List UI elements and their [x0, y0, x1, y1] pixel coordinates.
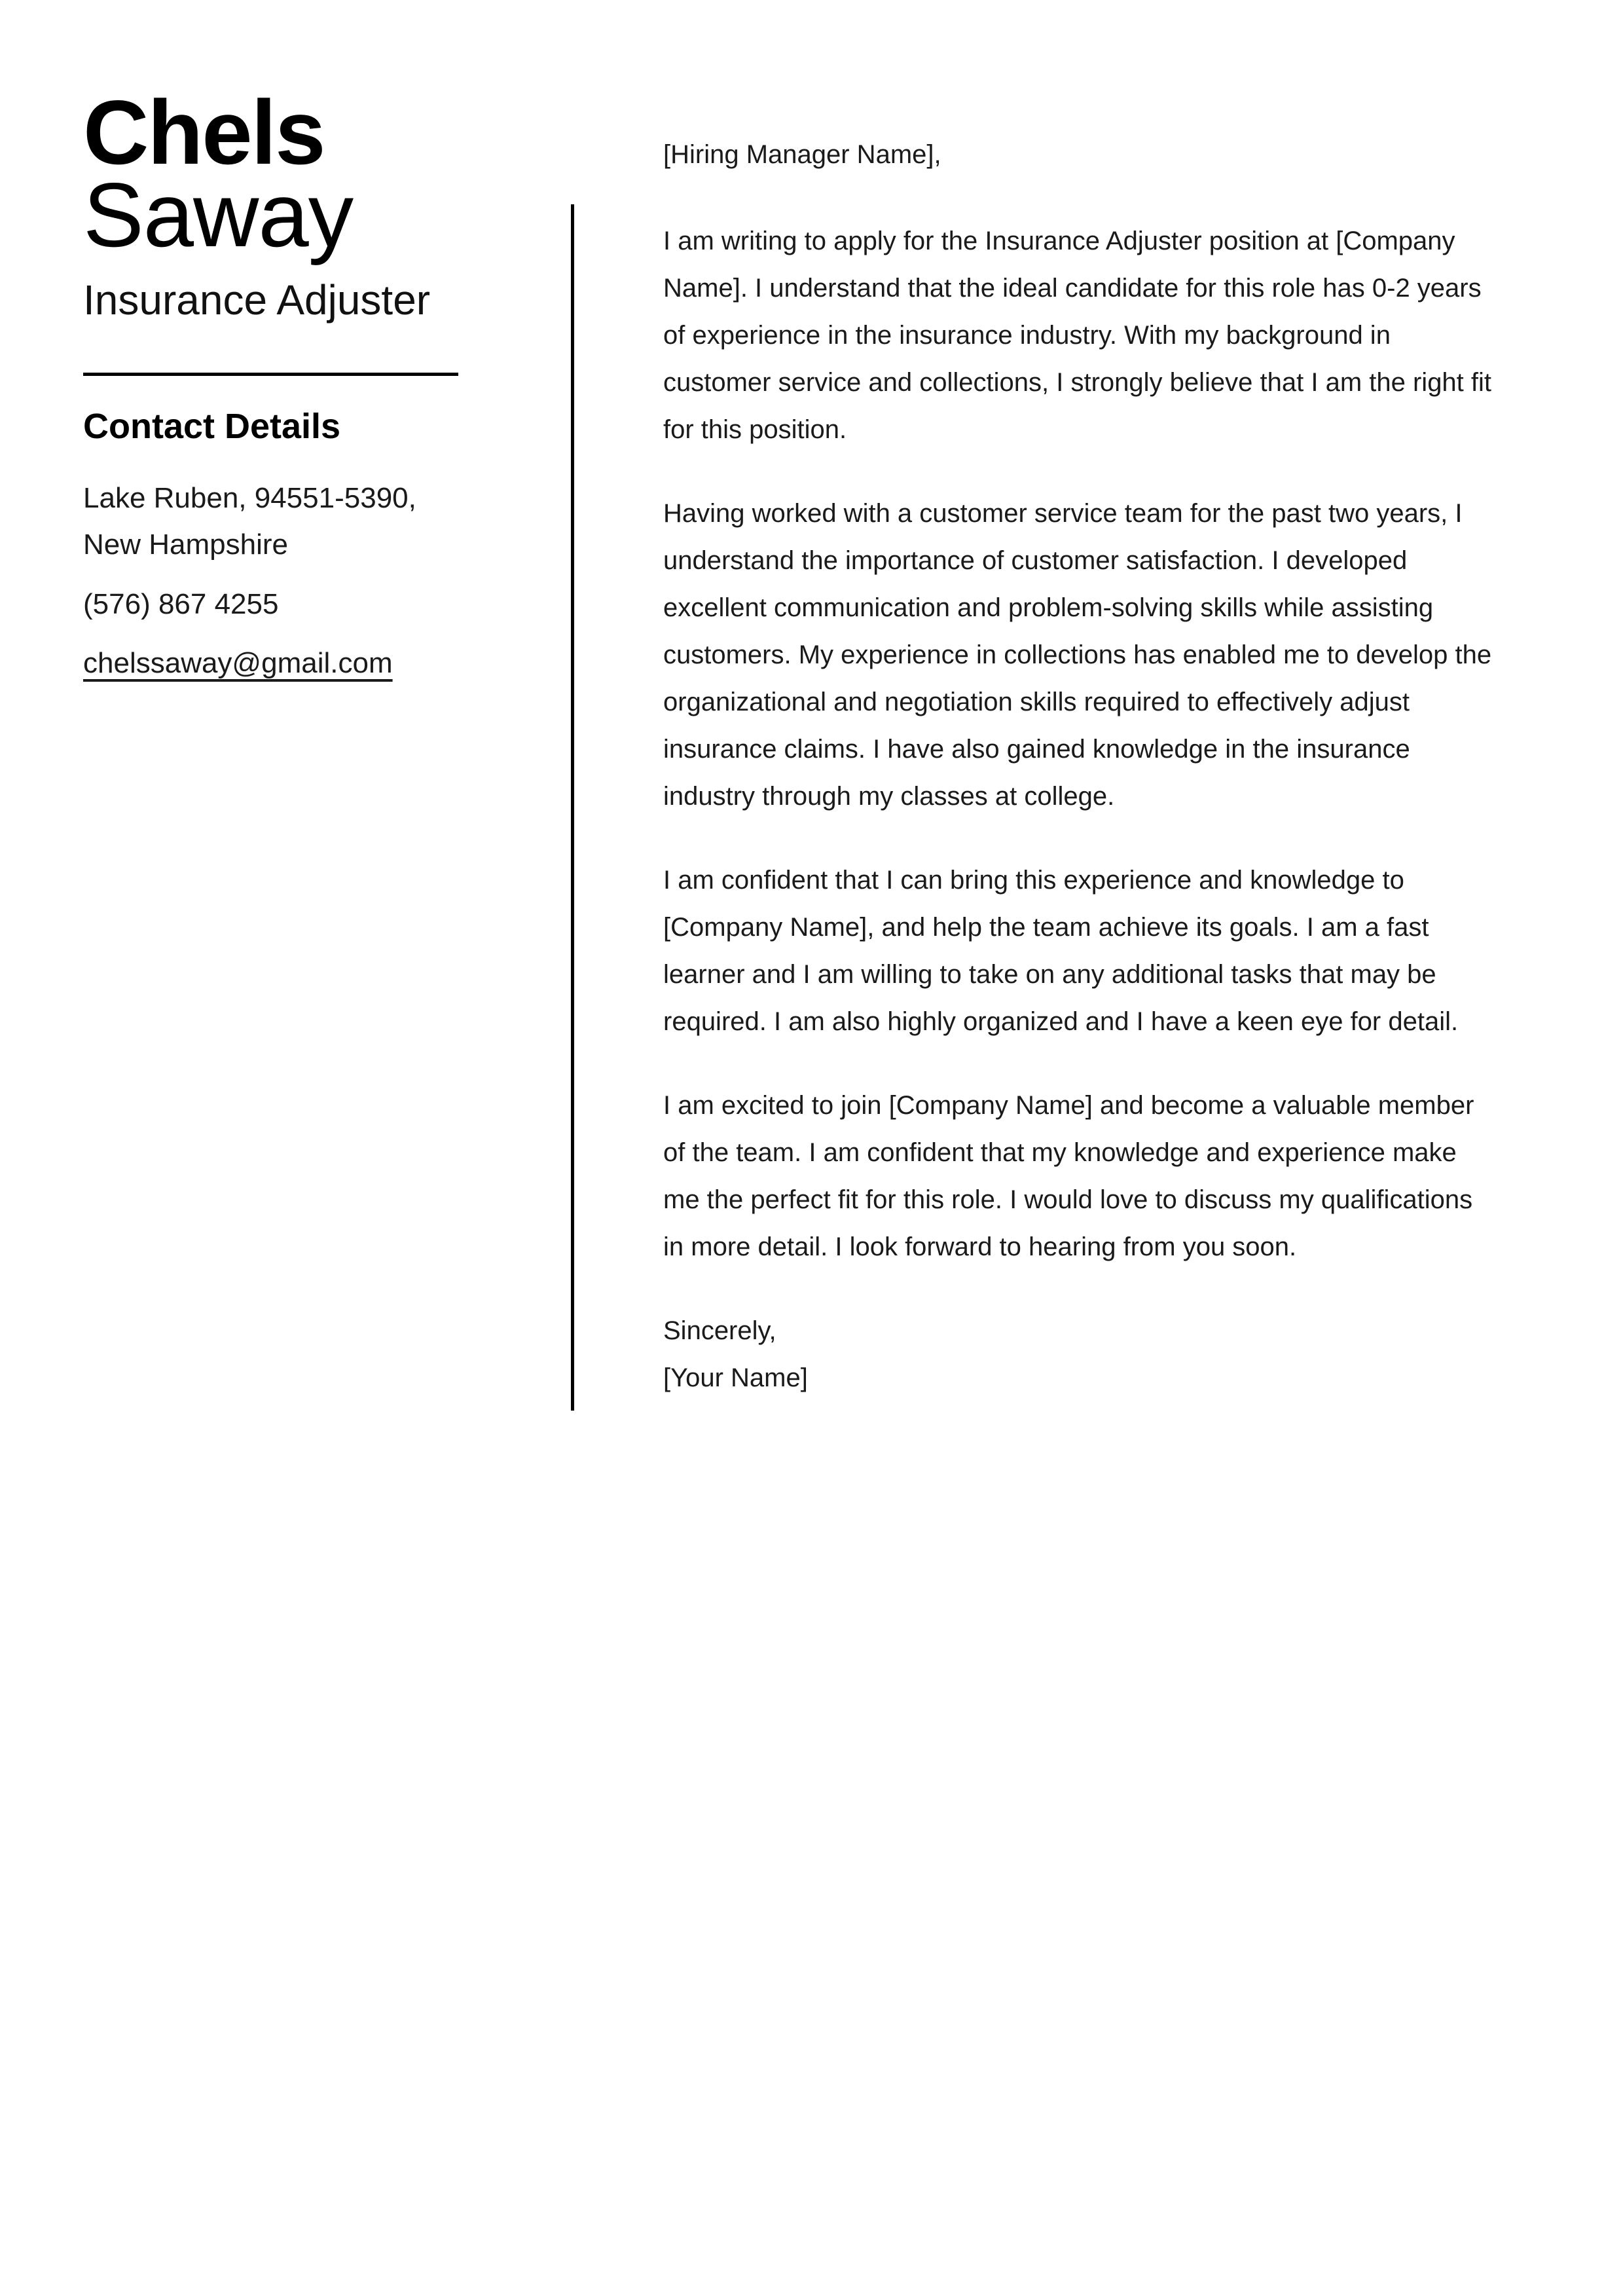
- contact-details-heading: Contact Details: [83, 406, 341, 446]
- letter-paragraphs: [571, 204, 1499, 1411]
- paragraph-1: I am writing to apply for the Insurance Adjuster position at [Company Name]. I understand that the ideal candidate for this role has 0-2 years of experience in the insurance industry. With my background in customer service and collections, I strongly believe that I am the right fit for this position.: [663, 227, 1492, 444]
- phone-number: (576) 867 4255: [83, 587, 279, 620]
- address-line-1: Lake Ruben, 94551-5390,: [83, 481, 416, 514]
- paragraph-2: Having worked with a customer service team for the past two years, I understand the importance of customer satisfaction. I developed excellent communication and problem-solving skills while assisting customers. My experience in collections has enabled me to develop the organizational and negotiation skills required to effectively adjust insurance claims. I have also gained knowledge in the insurance industry through my classes at college.: [663, 499, 1492, 811]
- candidate-last-name: Saway: [83, 164, 354, 267]
- paragraph-3: I am confident that I can bring this experience and knowledge to [Company Name], and help the team achieve its goals. I am a fast learner and I am willing to take on any additional tasks that may be required. I am also highly organized and I have a keen eye for detail.: [663, 866, 1459, 1036]
- candidate-name: [83, 82, 458, 267]
- job-title: Insurance Adjuster: [83, 276, 431, 324]
- closing-block: [663, 1307, 1499, 1401]
- email-row: [83, 640, 458, 687]
- closing-word: Sincerely,: [663, 1316, 776, 1345]
- address: [83, 475, 458, 568]
- letter-column: [571, 92, 1501, 1411]
- sidebar: [83, 82, 458, 687]
- email-link[interactable]: chelssaway@gmail.com: [83, 647, 393, 680]
- candidate-first-name: Chels: [83, 82, 325, 183]
- paragraph-4: I am excited to join [Company Name] and become a valuable member of the team. I am confident that my knowledge and experience make me the perfect fit for this role. I would love to discuss my qualifications in more detail. I look forward to hearing from you soon.: [663, 1091, 1474, 1261]
- salutation: [Hiring Manager Name],: [663, 140, 941, 169]
- sidebar-divider: [83, 373, 458, 376]
- signature-placeholder: [Your Name]: [663, 1363, 808, 1392]
- address-line-2: New Hampshire: [83, 528, 288, 561]
